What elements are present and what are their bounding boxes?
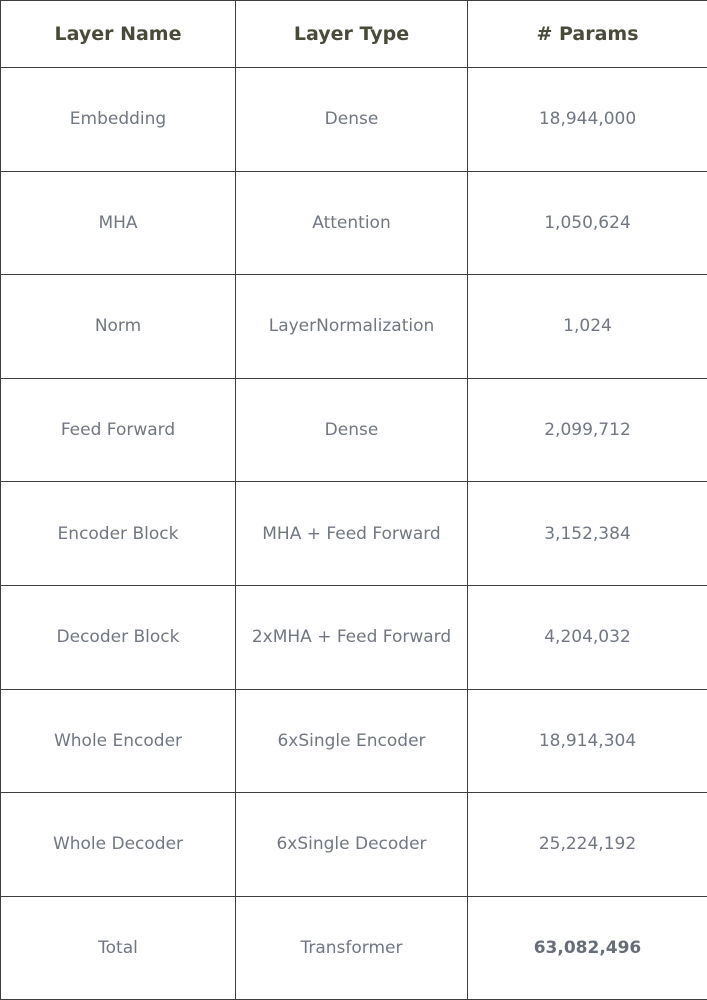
params-cell: 3,152,384: [468, 482, 707, 586]
table-row: [1, 68, 707, 172]
layer-type-cell: 6xSingle Encoder: [236, 689, 468, 793]
params-cell: 18,914,304: [468, 689, 707, 793]
layer-type-cell: 2xMHA + Feed Forward: [236, 585, 468, 689]
params-cell: 25,224,192: [468, 793, 707, 897]
layer-type-cell: Dense: [236, 378, 468, 482]
table-row: [1, 689, 707, 793]
table-row: [1, 275, 707, 379]
header-row: [1, 1, 707, 68]
params-cell: 1,050,624: [468, 171, 707, 275]
layer-type-cell: 6xSingle Decoder: [236, 793, 468, 897]
table-row: [1, 585, 707, 689]
total-type-cell: Transformer: [236, 896, 468, 1000]
layer-type-cell: LayerNormalization: [236, 275, 468, 379]
total-params-cell: 63,082,496: [468, 896, 707, 1000]
params-cell: 1,024: [468, 275, 707, 379]
layer-name-cell: Whole Encoder: [1, 689, 236, 793]
header-layer-type: Layer Type: [236, 1, 468, 68]
layer-type-cell: Dense: [236, 68, 468, 172]
layer-name-cell: Feed Forward: [1, 378, 236, 482]
layer-name-cell: MHA: [1, 171, 236, 275]
params-cell: 4,204,032: [468, 585, 707, 689]
table-body: [1, 68, 707, 1000]
total-label-cell: Total: [1, 896, 236, 1000]
layer-type-cell: MHA + Feed Forward: [236, 482, 468, 586]
total-row: [1, 896, 707, 1000]
layer-name-cell: Encoder Block: [1, 482, 236, 586]
layer-name-cell: Norm: [1, 275, 236, 379]
table-row: [1, 378, 707, 482]
params-cell: 2,099,712: [468, 378, 707, 482]
layer-name-cell: Decoder Block: [1, 585, 236, 689]
layer-name-cell: Whole Decoder: [1, 793, 236, 897]
header-params: # Params: [468, 1, 707, 68]
table-header: [1, 1, 707, 68]
layer-name-cell: Embedding: [1, 68, 236, 172]
params-cell: 18,944,000: [468, 68, 707, 172]
table-row: [1, 482, 707, 586]
header-layer-name: Layer Name: [1, 1, 236, 68]
table-row: [1, 171, 707, 275]
layer-type-cell: Attention: [236, 171, 468, 275]
table-row: [1, 793, 707, 897]
